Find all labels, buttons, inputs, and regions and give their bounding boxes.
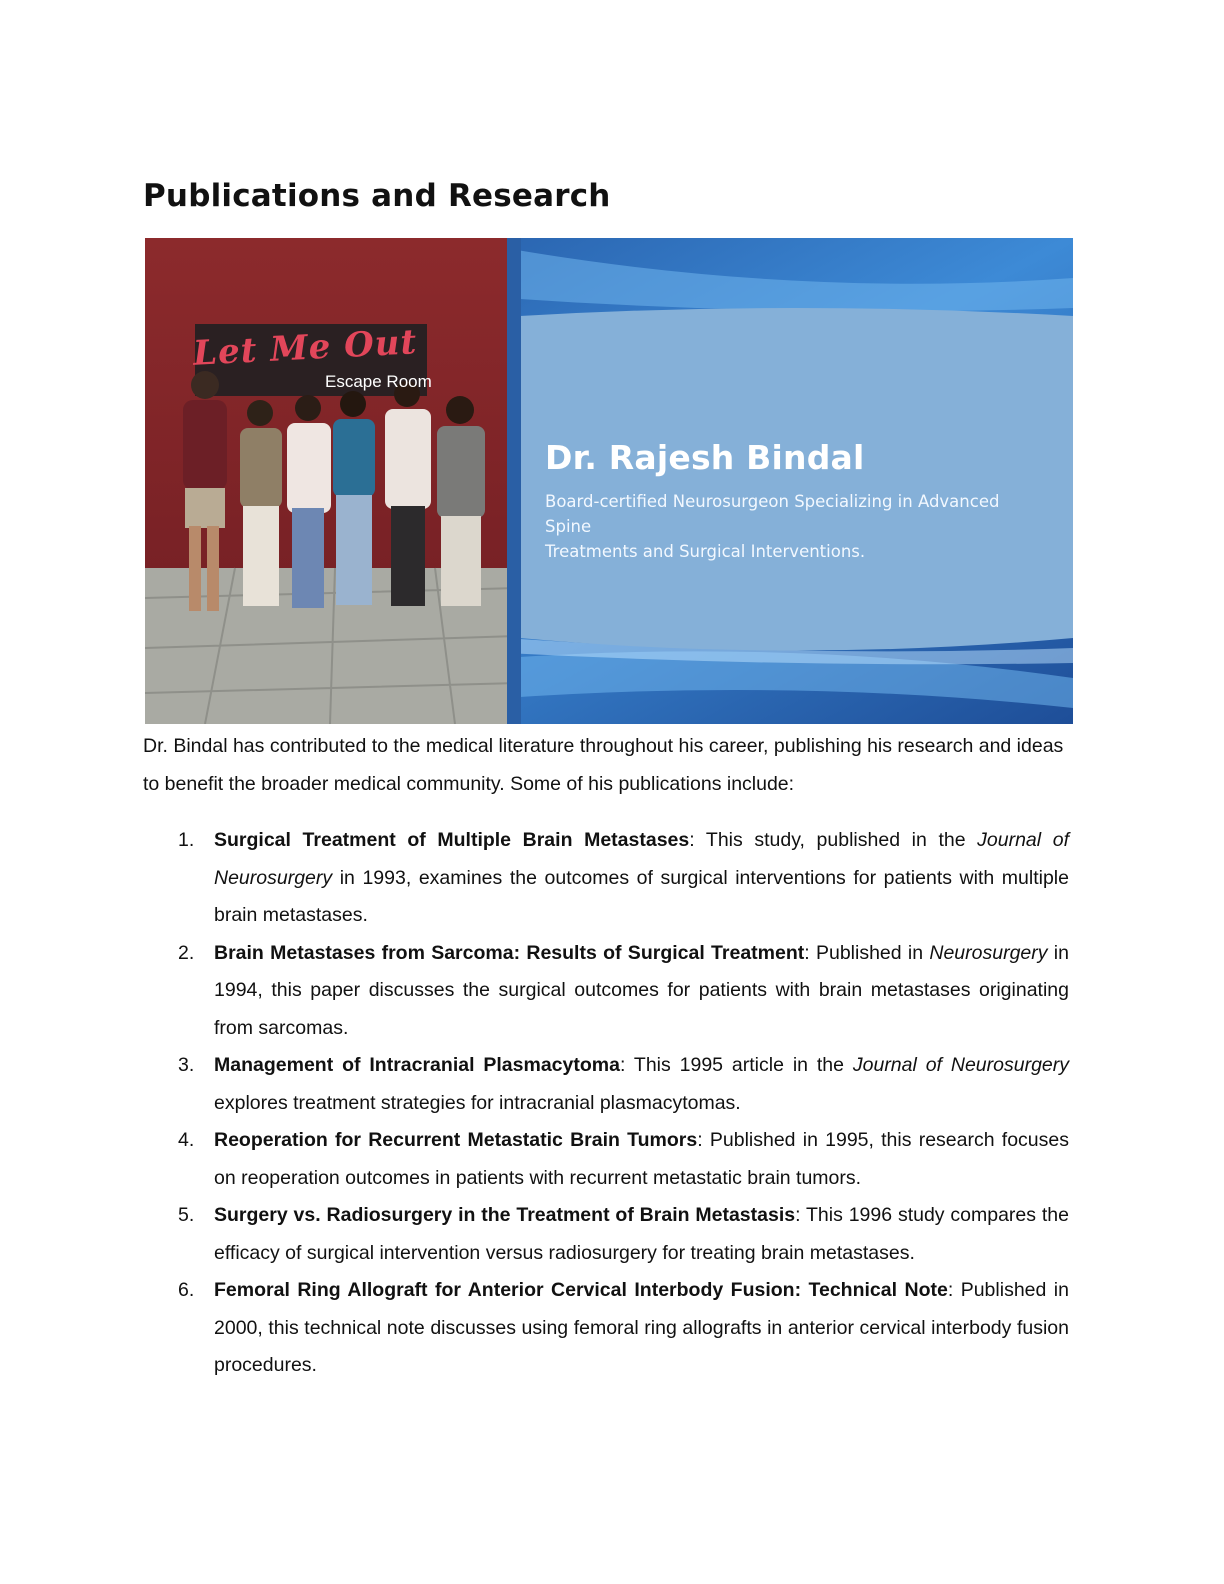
publication-title: Surgery vs. Radiosurgery in the Treatment of Brain Metastasis	[214, 1204, 796, 1226]
page-title: Publications and Research	[143, 178, 611, 214]
tagline-line-2: Treatments and Surgical Interventions.	[545, 542, 866, 561]
tagline-line-1: Board-certified Neurosurgeon Specializing in Advanced Spine	[545, 492, 1000, 536]
publication-item	[143, 935, 1069, 1048]
list-number: 6.	[178, 1279, 195, 1301]
publication-title: Reoperation for Recurrent Metastatic Brain Tumors	[214, 1129, 698, 1151]
list-number: 2.	[178, 941, 195, 964]
publication-item	[143, 1197, 1069, 1272]
journal-name: Neurosurgery	[929, 941, 1048, 964]
publication-item	[143, 1122, 1069, 1197]
publication-title: Femoral Ring Allograft for Anterior Cervical Interbody Fusion: Technical Note	[214, 1279, 948, 1301]
publication-text: : This study, published in the	[689, 829, 978, 851]
publication-item	[143, 1047, 1069, 1122]
publication-text: explores treatment strategies for intracranial plasmacytomas.	[214, 1091, 741, 1114]
list-number: 3.	[178, 1054, 195, 1076]
publication-text: in 1993, examines the outcomes of surgical interventions for patients with multiple brain metastases.	[214, 866, 1069, 926]
escape-room-sign: Let Me Out	[192, 322, 419, 374]
publication-list	[143, 822, 1069, 1385]
publication-text: in 1994, this paper discusses the surgical outcomes for patients with brain metastases originating from sarcomas.	[214, 941, 1069, 1039]
publication-title: Brain Metastases from Sarcoma: Results of Surgical Treatment	[214, 941, 805, 964]
journal-name: Journal of Neurosurgery	[214, 829, 1069, 889]
publication-text: : This 1996 study compares the efficacy of surgical intervention versus radiosurgery for treating brain metastases.	[214, 1204, 1069, 1264]
publication-item	[143, 822, 1069, 935]
publication-title: Management of Intracranial Plasmacytoma	[214, 1054, 620, 1076]
hero-banner	[145, 238, 1073, 724]
doctor-name: Dr. Rajesh Bindal	[545, 438, 865, 477]
publication-title: Surgical Treatment of Multiple Brain Metastases	[214, 829, 690, 851]
banner-text	[545, 438, 1045, 564]
publication-text: : Published in 2000, this technical note discusses using femoral ring allografts in anterior cervical interbody fusion procedures.	[214, 1279, 1069, 1376]
intro-paragraph: Dr. Bindal has contributed to the medical literature throughout his career, publishing his research and ideas to benefit the broader medical community. Some of his publications include:	[143, 735, 1064, 795]
journal-name: Journal of Neurosurgery	[852, 1054, 1069, 1076]
list-number: 1.	[178, 829, 195, 851]
publication-text: : This 1995 article in the	[619, 1054, 853, 1076]
escape-room-sign-subtext: Escape Room	[325, 372, 432, 391]
doctor-tagline	[545, 489, 1045, 564]
publication-item	[143, 1272, 1069, 1385]
list-number: 5.	[178, 1204, 195, 1226]
list-number: 4.	[178, 1129, 195, 1151]
publication-text: : Published in	[804, 941, 930, 964]
publication-text: : Published in 1995, this research focuses on reoperation outcomes in patients with recurrent metastatic brain tumors.	[214, 1129, 1069, 1189]
